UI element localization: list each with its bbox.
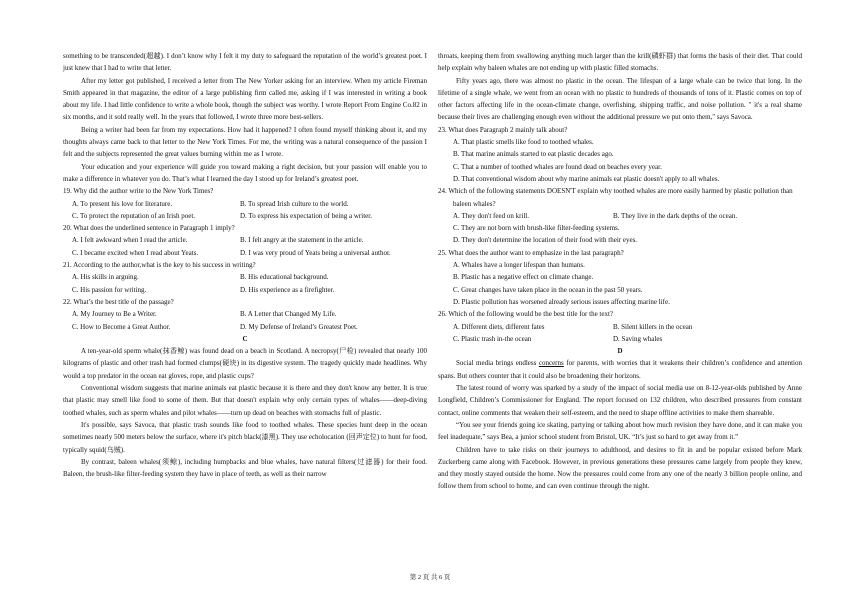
option-21d: D. His experience as a firefighter.: [240, 285, 335, 294]
paragraph-2: After my letter got published, I received a letter from The New Yorker asking for an interview. When my article Fireman Smith appeared in that magazine, the editor of a large publishing firm called me, asking if I was interested in writing a book about my life. I had little confidence to write a whole book, though the subject was worthy. I wrote Report From Engine Co.82 in six months, and it sold really well. In the years that followed, I wrote three more best-sellers.: [63, 76, 427, 122]
option-21c: C. His passion for writing.: [72, 285, 147, 294]
question-19: 19. Why did the author write to the New York Times?: [63, 187, 214, 196]
section-heading-d: D: [617, 347, 623, 356]
option-23d: D. That conventional wisdom about why marine animals eat plastic doesn't apply to all whales.: [453, 174, 720, 183]
option-21b: B. His educational background.: [240, 273, 329, 282]
options-row: [63, 271, 427, 283]
text-run: for parents, with worries that it weakens their children’s confidence and attention spans. But others counter that it could also be broadening their horizons.: [438, 359, 802, 380]
passage-c-paragraph-4-cont: throats, keeping them from swallowing anything much larger than the krill(磷虾群) that forms the basis of their diet. That could help explain why baleen whales are not ending up with plastic filled stomachs.: [438, 52, 802, 73]
passage-d-paragraph-3: “You see your friends going ice skating, partying or talking about how much revision they have done, and it can make you feel inadequate,” says Bea, a junior school student from Bristol, UK. “It’s just so hard to get away from it.”: [438, 420, 802, 442]
paragraph-1: something to be transcended(超越). I don’t know why I felt it my duty to safeguard the reputation of the world’s greatest poet. I just knew that I had to write that letter.: [63, 52, 427, 73]
option-26c: C. Plastic trash in-the ocean: [453, 334, 532, 343]
passage-c-paragraph-1: A ten-year-old sperm whale(抹香鲸) was found dead on a beach in Scotland. A necropsy(尸检) revealed that nearly 100 kilograms of plastic and other trash had formed clumps(硬块) in its digestive system. The tragedy quickly made headlines. Why would a top predator in the ocean eat gloves, rope, and plastic cups?: [63, 347, 427, 380]
option-20c: C. I became excited when I read about Yeats.: [72, 248, 199, 257]
option-23a: A. That plastic smells like food to toothed whales.: [453, 138, 594, 147]
option-24c: C. They are not born with brush-like filter-feeding systems.: [453, 224, 620, 233]
option-24d: D. They don't determine the location of their food with their eyes.: [453, 236, 638, 245]
paragraph-4: Your education and your experience will guide you toward making a right decision, but your passion will enable you to make a difference in whatever you do. That’s what I learned the day I stood up for Ireland’s greatest poet.: [63, 162, 427, 183]
passage-d-paragraph-2: The latest round of worry was sparked by a study of the impact of social media use on 8-12-year-olds published by Anne Longfield, Children’s Commissioner for England. The report focused on 132 children, who described pressures from constant contact, online comments that weaken their self-esteem, and the need to shape offline activities to make them shareable.: [438, 384, 802, 417]
option-22c: C. How to Become a Great Author.: [72, 322, 171, 331]
option-24a: A. They don't feed on krill.: [453, 211, 529, 220]
option-23b: B. That marine animals started to eat plastic decades ago.: [453, 150, 614, 159]
option-26b: B. Silent killers in the ocean: [613, 322, 693, 331]
text-run: Social media brings endless: [456, 359, 539, 368]
question-26: 26. Which of the following would be the best title for the text?: [438, 310, 614, 319]
option-26a: A. Different diets, different fates: [453, 322, 545, 331]
passage-c-paragraph-2: Conventional wisdom suggests that marine animals eat plastic because it is there and they don't know any better. It is true that plastic may smell like food to some of them. But that doesn't explain why only certain types of whales——deep-diving toothed whales, such as sperm whales and pilot whales——turn up dead on beaches with stomachs full of plastic.: [63, 384, 427, 417]
passage-d-paragraph-4: Children have to take risks on their journeys to adulthood, and desires to fit in and be popular existed before Mark Zuckerberg came along with Facebook. However, in previous generations these pressures came largely from people they knew, and they mostly stayed outside the home. Now the pressures could come from any one of the nearly 3 billion people online, and follow them from school to home, and can even continue through the night.: [438, 445, 802, 491]
options-row: [63, 247, 427, 259]
passage-d-paragraph-1: [438, 357, 802, 382]
section-heading-c: C: [242, 334, 248, 343]
options-row: [438, 333, 802, 345]
question-24: 24. Which of the following statements DOESN'T explain why toothed whales are more easily harmed by plastic pollution than baleen whales?: [438, 187, 793, 208]
page-footer: 第 2 页 共 6 页: [409, 574, 451, 581]
option-22d: D. My Defense of Ireland’s Greatest Poet.: [240, 322, 358, 331]
option-21a: A. His skills in arguing.: [72, 273, 139, 282]
options-row: [63, 210, 427, 222]
option-20d: D. I was very proud of Yeats being a universal author.: [240, 248, 391, 257]
option-22a: A. My Journey to Be a Writer.: [72, 310, 157, 319]
option-25b: B. Plastic has a negative effect on climate change.: [453, 273, 594, 282]
options-row: [63, 234, 427, 246]
passage-c-paragraph-3: It's possible, says Savoca, that plastic trash sounds like food to toothed whales. These species hunt deep in the ocean sometimes nearly 500 meters below the surface, where it's pitch black(漆黑). They use echolocation (回声定位) to hunt for food, typically squid(乌贼).: [63, 420, 427, 454]
option-19b: B. To spread Irish culture to the world.: [240, 199, 349, 208]
option-19a: A. To present his love for literature.: [72, 199, 173, 208]
option-20b: B. I felt angry at the statement in the article.: [240, 236, 364, 245]
question-21: 21. According to the author,what is the key to his success in writing?: [63, 261, 256, 270]
option-23c: C. That a number of toothed whales are found dead on beaches every year.: [453, 162, 662, 171]
question-23: 23. What does Paragraph 2 mainly talk about?: [438, 125, 568, 134]
passage-c-paragraph-5: Fifty years ago, there was almost no plastic in the ocean. The lifespan of a large whale can be twice that long. In the lifetime of a single whale, we went from an ocean with no plastic to hundreds of thousands of tons of it. Plastic comes on top of other factors affecting life in the ocean-climate change, overfishing, shipping traffic, and noise pollution. " it's a real shame because their lives are challenging enough even without the additional pressure we put onto them," says Savoca.: [438, 76, 802, 122]
underlined-word: concerns: [538, 359, 564, 368]
option-19d: D. To express his expectation of being a writer.: [240, 211, 372, 220]
options-row: [63, 321, 427, 333]
option-20a: A. I felt awkward when I read the article.: [72, 236, 188, 245]
left-column: [63, 50, 427, 480]
option-24b: B. They live in the dark depths of the ocean.: [613, 211, 738, 220]
option-22b: B. A Letter that Changed My Life.: [240, 310, 337, 319]
options-row: [63, 284, 427, 296]
option-26d: D. Saving whales: [613, 334, 663, 343]
options-row: [63, 198, 427, 210]
paragraph-3: Being a writer had been far from my expectations. How had it happened? I often found myself thinking about it, and my thoughts always came back to that letter to the New York Times. For me, the writing was a natural consequence of the passion I felt and the subjects represented the great values burning within me as I wrote.: [63, 125, 427, 159]
right-column: [438, 50, 802, 493]
passage-c-paragraph-4: By contrast, baleen whales(须鲸), including humpbacks and blue whales, have natural filters(过滤器) for their food. Baleen, the brush-like filter-feeding system they have in place of teeth, as well as their narrow: [63, 457, 427, 479]
option-25a: A. Whales have a longer lifespan than humans.: [453, 261, 585, 270]
option-25c: C. Great changes have taken place in the ocean in the past 50 years.: [453, 285, 643, 294]
option-25d: D. Plastic pollution has worsened already serious issues affecting marine life.: [453, 297, 670, 306]
options-row: [438, 321, 802, 333]
question-20: 20. What does the underlined sentence in Paragraph 1 imply?: [63, 224, 235, 233]
options-row: [63, 308, 427, 320]
option-19c: C. To protect the reputation of an Irish poet.: [72, 211, 196, 220]
question-22: 22. What’s the best title of the passage?: [63, 297, 174, 306]
options-row: [438, 210, 802, 222]
question-25: 25. What does the author want to emphasize in the last paragraph?: [438, 248, 624, 257]
